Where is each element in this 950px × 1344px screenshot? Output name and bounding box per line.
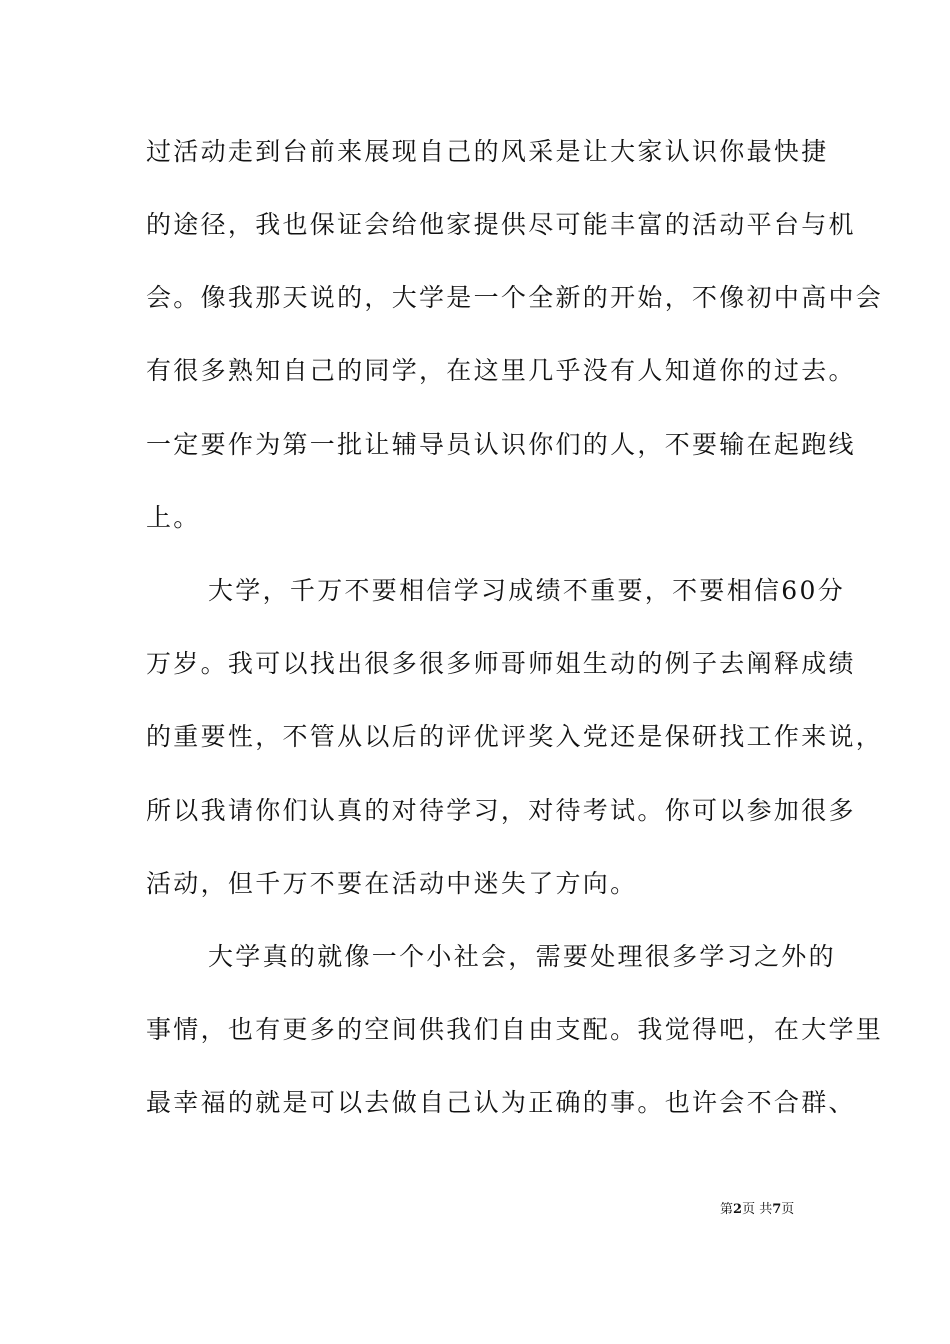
paragraph-3-first-line: 大学真的就像一个小社会，需要处理很多学习之外的 xyxy=(208,942,836,971)
footer-prefix: 第 xyxy=(720,1202,734,1217)
footer-middle: 页 共 xyxy=(742,1202,773,1217)
text-line-11: 活动，但千万不要在活动中迷失了方向。 xyxy=(146,869,638,898)
text-line-1: 过活动走到台前来展现自己的风采是让大家认识你最快捷 xyxy=(146,137,829,166)
current-page-number: 2 xyxy=(733,1202,743,1217)
text-line-4: 有很多熟知自己的同学，在这里几乎没有人知道你的过去。 xyxy=(146,356,856,385)
text-line-13: 事情，也有更多的空间供我们自由支配。我觉得吧，在大学里 xyxy=(146,1015,884,1044)
text-line-9: 的重要性，不管从以后的评优评奖入党还是保研找工作来说， xyxy=(146,722,884,751)
text-line-3: 会。像我那天说的，大学是一个全新的开始，不像初中高中会 xyxy=(146,283,884,312)
text-line-8: 万岁。我可以找出很多很多师哥师姐生动的例子去阐释成绩 xyxy=(146,649,856,678)
text-line-5: 一定要作为第一批让辅导员认识你们的人，不要输在起跑线 xyxy=(146,430,856,459)
text-line-10: 所以我请你们认真的对待学习，对待考试。你可以参加很多 xyxy=(146,796,856,825)
total-pages-number: 7 xyxy=(772,1202,782,1217)
text-line-14: 最幸福的就是可以去做自己认为正确的事。也许会不合群、 xyxy=(146,1088,856,1117)
text-line-6: 上。 xyxy=(146,503,201,532)
text-line-2: 的途径，我也保证会给他家提供尽可能丰富的活动平台与机 xyxy=(146,210,856,239)
page-number-footer xyxy=(720,1202,794,1218)
paragraph-2-first-line: 大学，千万不要相信学习成绩不重要，不要相信60分 xyxy=(208,576,846,605)
footer-suffix: 页 xyxy=(781,1202,795,1217)
